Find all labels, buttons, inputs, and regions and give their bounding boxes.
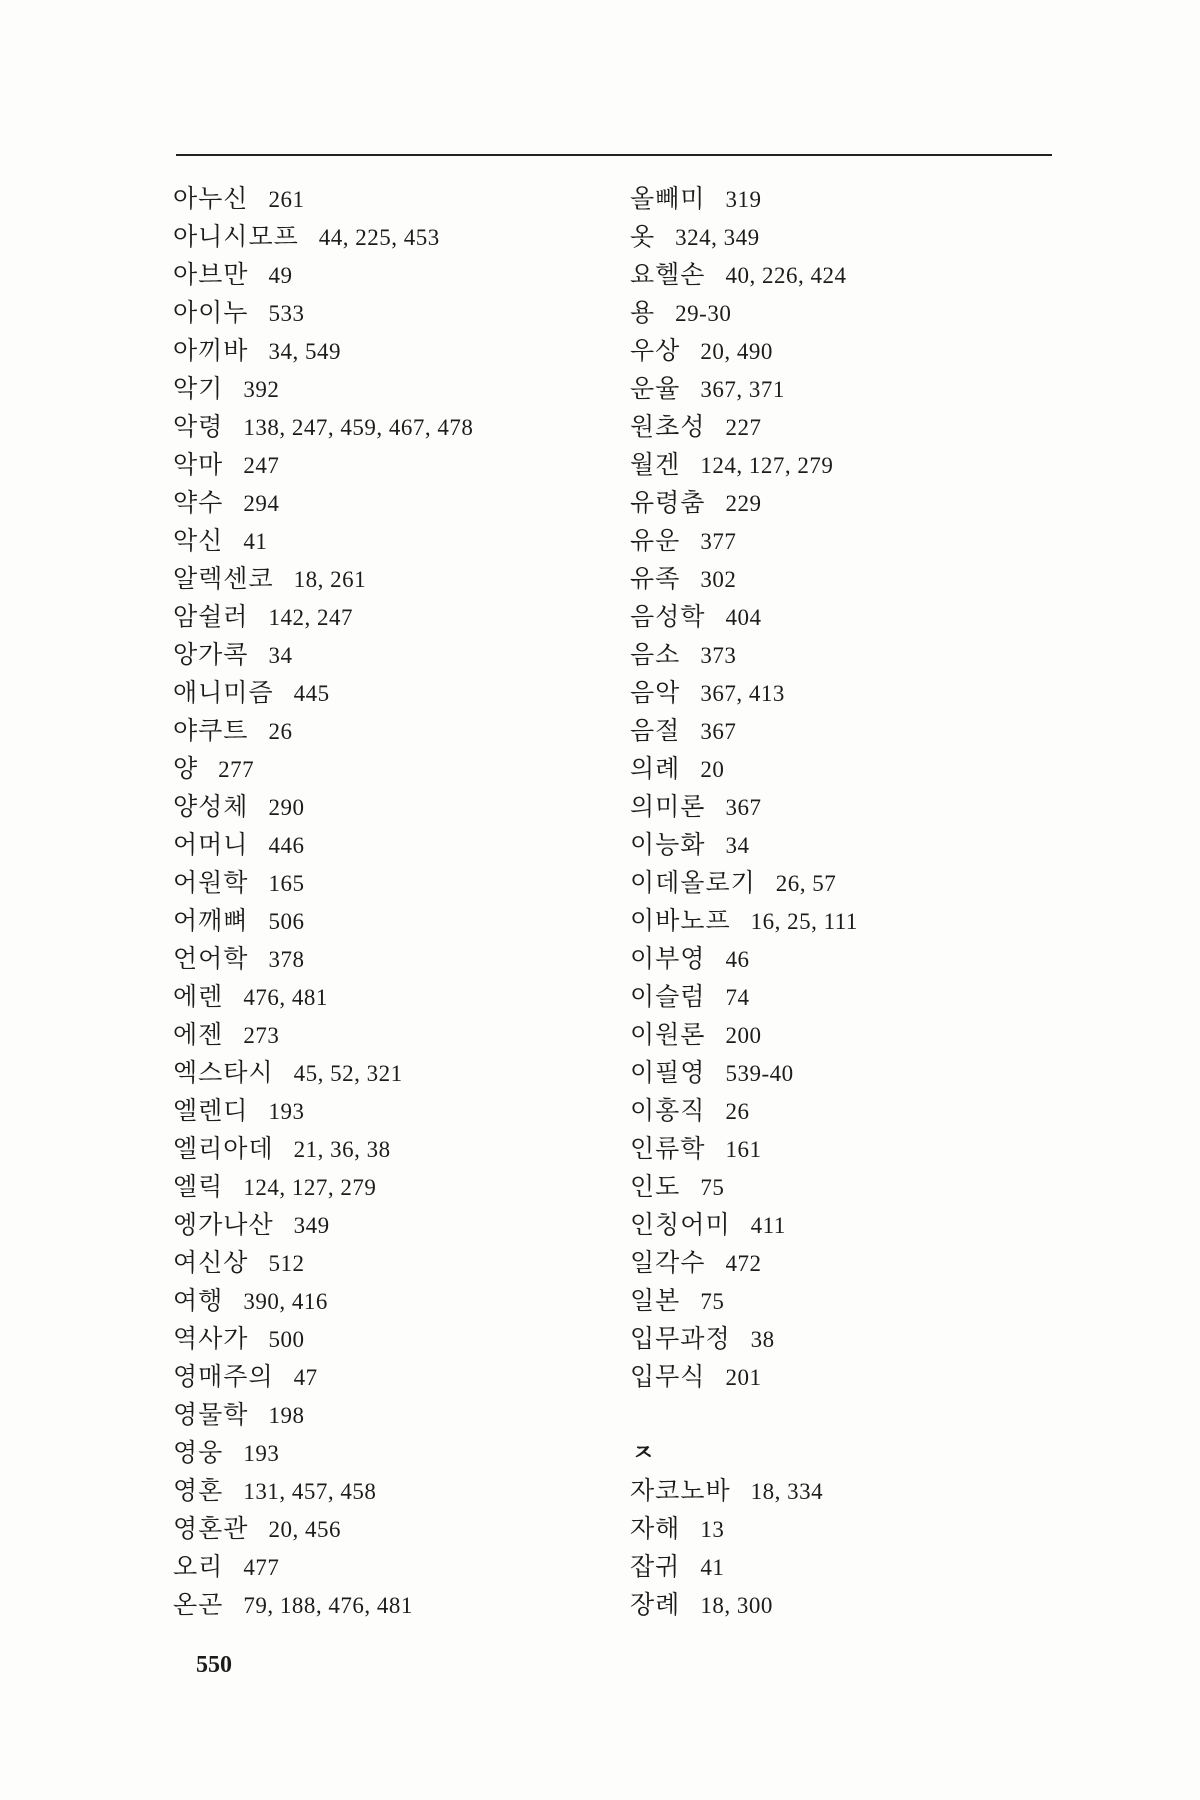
index-entry [630,1282,1070,1320]
index-page-refs: 500 [268,1327,305,1352]
index-entry [173,408,613,446]
index-entry [630,598,1070,636]
index-entry [173,1206,613,1244]
index-page-refs: 477 [243,1555,280,1580]
index-page-refs: 378 [268,947,305,972]
index-column-right [630,180,1070,1624]
index-term: 유운 [630,526,681,555]
index-page-refs: 46 [725,947,750,972]
index-term: 야쿠트 [173,716,249,745]
index-entry [630,1320,1070,1358]
index-page-refs: 131, 457, 458 [243,1479,377,1504]
index-term: 이능화 [630,830,706,859]
index-entry [630,788,1070,826]
index-entry [173,750,613,788]
index-page-refs: 506 [268,909,305,934]
index-page-refs: 411 [750,1213,786,1238]
index-term: 아끼바 [173,336,249,365]
index-term: 요헬손 [630,260,706,289]
index-page-refs: 367, 413 [700,681,785,706]
index-term: 이슬럼 [630,982,706,1011]
index-term: 올빼미 [630,184,706,213]
index-page-refs: 201 [725,1365,762,1390]
index-term: 음소 [630,640,681,669]
index-page-refs: 165 [268,871,305,896]
index-page-refs: 20, 490 [700,339,773,364]
index-entry [173,864,613,902]
index-page-refs: 13 [700,1517,725,1542]
index-page-refs: 38 [750,1327,775,1352]
index-term: 여행 [173,1286,224,1315]
index-term: 인도 [630,1172,681,1201]
index-entry [630,370,1070,408]
index-term: 영혼관 [173,1514,249,1543]
index-entry [630,1092,1070,1130]
index-term: 용 [630,298,656,327]
index-entry [630,1510,1070,1548]
index-page-refs: 247 [243,453,280,478]
index-term: 인칭어미 [630,1210,731,1239]
index-term: 이필영 [630,1058,706,1087]
index-term: 운율 [630,374,681,403]
index-page-refs: 367 [725,795,762,820]
index-term: 일본 [630,1286,681,1315]
index-page-refs: 79, 188, 476, 481 [243,1593,413,1618]
index-page-refs: 200 [725,1023,762,1048]
index-page-refs: 74 [725,985,750,1010]
index-term: 이바노프 [630,906,731,935]
index-entry [630,522,1070,560]
index-page-refs: 377 [700,529,737,554]
index-entry [173,1168,613,1206]
index-page-refs: 26, 57 [775,871,837,896]
index-entry [630,1472,1070,1510]
index-term: 입무과정 [630,1324,731,1353]
index-page-refs: 75 [700,1289,725,1314]
index-term: 일각수 [630,1248,706,1277]
index-term: 유령춤 [630,488,706,517]
index-page-refs: 261 [268,187,305,212]
index-page-refs: 445 [293,681,330,706]
index-term: 엥가나산 [173,1210,274,1239]
index-entry [173,180,613,218]
index-entry [630,1130,1070,1168]
index-page-refs: 16, 25, 111 [750,909,858,934]
index-term: 옷 [630,222,656,251]
index-page-refs: 124, 127, 279 [243,1175,377,1200]
index-term: 영웅 [173,1438,224,1467]
index-term: 영물학 [173,1400,249,1429]
index-entry [173,1472,613,1510]
index-page-refs: 21, 36, 38 [293,1137,391,1162]
index-entry [173,1282,613,1320]
index-entry [173,1586,613,1624]
index-entry [173,256,613,294]
index-term: 음절 [630,716,681,745]
index-page-refs: 18, 334 [750,1479,824,1504]
index-term: 아브만 [173,260,249,289]
index-term: 오리 [173,1552,224,1581]
index-term: 자해 [630,1514,681,1543]
index-entry [630,1548,1070,1586]
index-page-refs: 34, 549 [268,339,341,364]
index-term: 잡귀 [630,1552,681,1581]
index-term: 엑스타시 [173,1058,274,1087]
index-entry [173,902,613,940]
index-term: 음성학 [630,602,706,631]
index-entry [173,332,613,370]
index-entry [173,522,613,560]
index-page-refs: 373 [700,643,737,668]
index-term: 유족 [630,564,681,593]
index-term: 장례 [630,1590,681,1619]
index-entry [173,1396,613,1434]
index-entry [173,674,613,712]
index-entry [630,712,1070,750]
index-page-refs: 476, 481 [243,985,328,1010]
index-entry [630,180,1070,218]
index-term: 앙가콕 [173,640,249,669]
index-term: 악마 [173,450,224,479]
index-entry [630,1016,1070,1054]
index-term: 악신 [173,526,224,555]
index-entry [173,1016,613,1054]
index-entry [630,446,1070,484]
index-term: 약수 [173,488,224,517]
index-entry [630,1054,1070,1092]
index-term: 이원론 [630,1020,706,1049]
index-page-refs: 349 [293,1213,330,1238]
index-term: 이데올로기 [630,868,756,897]
index-term: 악령 [173,412,224,441]
index-entry [173,1092,613,1130]
index-entry [630,940,1070,978]
header-rule [176,154,1052,156]
index-term: 어깨뼈 [173,906,249,935]
index-page-refs: 124, 127, 279 [700,453,834,478]
index-page-refs: 302 [700,567,737,592]
index-page-refs: 533 [268,301,305,326]
index-term: 엘렌디 [173,1096,249,1125]
index-page-refs: 34 [725,833,750,858]
index-entry [173,636,613,674]
index-term: 양 [173,754,199,783]
index-entry [173,446,613,484]
index-term: 아니시모프 [173,222,299,251]
index-page-refs: 324, 349 [675,225,760,250]
index-entry [173,788,613,826]
index-term: 아이누 [173,298,249,327]
index-page-refs: 193 [268,1099,305,1124]
index-term: 알렉센코 [173,564,274,593]
index-entry [630,674,1070,712]
index-page-refs: 392 [243,377,280,402]
index-term: 암쉴러 [173,602,249,631]
index-entry [173,978,613,1016]
index-page-refs: 472 [725,1251,762,1276]
index-entry [173,218,613,256]
index-page-refs: 227 [725,415,762,440]
index-term: 음악 [630,678,681,707]
index-term: 자코노바 [630,1476,731,1505]
index-page-refs: 229 [725,491,762,516]
index-term: 인류학 [630,1134,706,1163]
index-term: 역사가 [173,1324,249,1353]
index-page-refs: 41 [700,1555,725,1580]
index-entry [173,1434,613,1472]
index-entry [630,864,1070,902]
index-page-refs: 367 [700,719,737,744]
index-page-refs: 161 [725,1137,762,1162]
index-entry [630,902,1070,940]
index-page-refs: 512 [268,1251,305,1276]
index-page-refs: 47 [293,1365,318,1390]
index-term: 악기 [173,374,224,403]
index-entry [630,1168,1070,1206]
index-term: 양성체 [173,792,249,821]
index-page-refs: 20 [700,757,725,782]
index-entry [630,636,1070,674]
index-page-refs: 26 [725,1099,750,1124]
index-page-refs: 198 [268,1403,305,1428]
index-entry [630,484,1070,522]
index-term: 이홍직 [630,1096,706,1125]
index-page-refs: 29-30 [675,301,732,326]
page-number: 550 [196,1652,232,1678]
index-page-refs: 44, 225, 453 [318,225,440,250]
index-page-refs: 138, 247, 459, 467, 478 [243,415,474,440]
index-entry [173,1244,613,1282]
index-entry [173,712,613,750]
index-entry [173,1054,613,1092]
index-entry [173,1510,613,1548]
index-entry [173,370,613,408]
index-entry [630,294,1070,332]
index-term: 어머니 [173,830,249,859]
index-page-refs: 26 [268,719,293,744]
index-term: 의미론 [630,792,706,821]
index-page-refs: 404 [725,605,762,630]
index-entry [630,1358,1070,1396]
index-entry [173,1130,613,1168]
index-page-refs: 367, 371 [700,377,785,402]
index-entry [173,484,613,522]
index-entry [173,1320,613,1358]
index-term: 원초성 [630,412,706,441]
index-page-refs: 294 [243,491,280,516]
index-entry [630,408,1070,446]
index-term: 언어학 [173,944,249,973]
index-term: 에렌 [173,982,224,1011]
index-page-refs: 277 [218,757,255,782]
index-entry [173,940,613,978]
index-entry [630,750,1070,788]
index-page-refs: 49 [268,263,293,288]
index-entry [630,218,1070,256]
index-term: 온곤 [173,1590,224,1619]
index-term: 입무식 [630,1362,706,1391]
index-term: 의례 [630,754,681,783]
section-spacer [630,1396,1070,1434]
index-page-refs: 18, 300 [700,1593,773,1618]
index-entry [630,256,1070,294]
index-page-refs: 34 [268,643,293,668]
index-term: 에젠 [173,1020,224,1049]
index-page-refs: 75 [700,1175,725,1200]
index-page-refs: 273 [243,1023,280,1048]
index-page-refs: 290 [268,795,305,820]
index-entry [173,294,613,332]
index-entry [173,598,613,636]
index-page-refs: 142, 247 [268,605,353,630]
index-page-refs: 41 [243,529,268,554]
index-term: 이부영 [630,944,706,973]
index-page-refs: 319 [725,187,762,212]
index-term: 여신상 [173,1248,249,1277]
index-term: 영매주의 [173,1362,274,1391]
index-page-refs: 40, 226, 424 [725,263,847,288]
index-entry [173,1358,613,1396]
index-term: 우상 [630,336,681,365]
index-entry [630,978,1070,1016]
index-page-refs: 193 [243,1441,280,1466]
index-entry [173,1548,613,1586]
index-entry [630,1206,1070,1244]
index-entry [630,560,1070,598]
index-entry [173,826,613,864]
index-page-refs: 20, 456 [268,1517,341,1542]
index-page-refs: 45, 52, 321 [293,1061,403,1086]
index-term: 아누신 [173,184,249,213]
index-term: 엘릭 [173,1172,224,1201]
index-entry [173,560,613,598]
index-column-left [173,180,613,1624]
index-entry [630,1586,1070,1624]
index-term: 영혼 [173,1476,224,1505]
index-page-refs: 539-40 [725,1061,794,1086]
index-entry [630,332,1070,370]
index-term: 엘리아데 [173,1134,274,1163]
index-entry [630,1244,1070,1282]
index-page-refs: 390, 416 [243,1289,328,1314]
index-page-refs: 18, 261 [293,567,367,592]
index-entry [630,826,1070,864]
index-page-refs: 446 [268,833,305,858]
index-term: 애니미즘 [173,678,274,707]
section-heading: ㅈ [632,1440,655,1466]
index-term: 월겐 [630,450,681,479]
index-term: 어원학 [173,868,249,897]
